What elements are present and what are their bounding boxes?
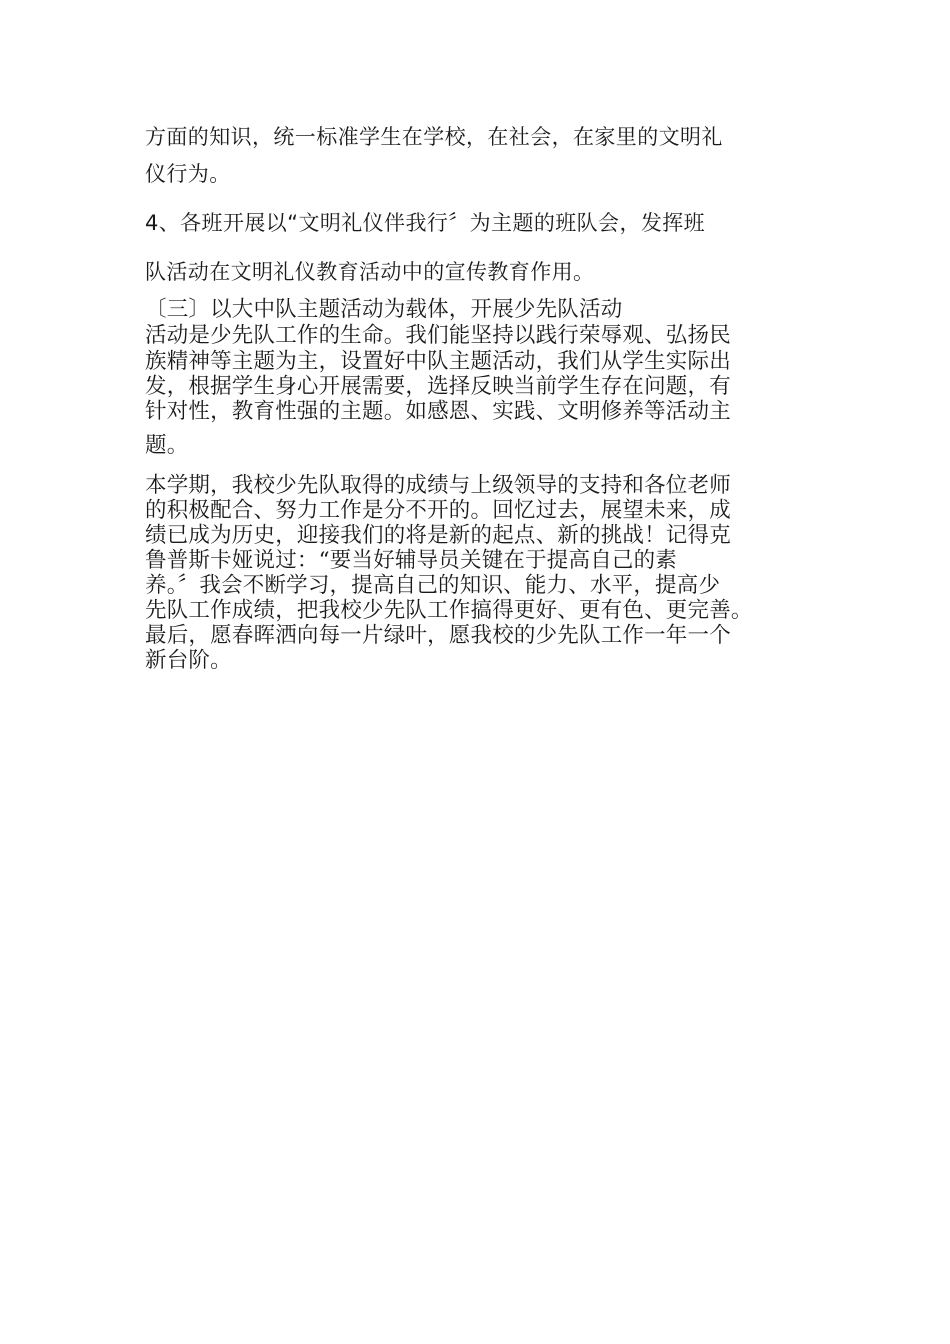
text-line: 题。 [145, 433, 189, 458]
text-line: 绩已成为历史，迎接我们的将是新的起点、新的挑战！记得克 [145, 523, 731, 548]
text-line: 针对性，教育性强的主题。如感恩、实践、文明修养等活动主 [145, 399, 731, 424]
text-line: 4、各班开展以“文明礼仪伴我行〞为主题的班队会，发挥班 [145, 211, 706, 235]
text-line: 仪行为。 [145, 162, 231, 186]
text-line: 养。〞我会不断学习，提高自己的知识、能力、水平，提高少 [145, 573, 721, 598]
text-line: 鲁普斯卡娅说过：“要当好辅导员关键在于提高自己的素 [145, 548, 677, 573]
text-line: 本学期，我校少先队取得的成绩与上级领导的支持和各位老师 [145, 473, 731, 498]
text-line: 方面的知识，统一标准学生在学校，在社会，在家里的文明礼 [145, 125, 723, 149]
text-line: 新台阶。 [145, 648, 232, 673]
text-line: 族精神等主题为主，设置好中队主题活动，我们从学生实际出 [145, 349, 731, 374]
text-line: 队活动在文明礼仪教育活动中的宣传教育作用。 [145, 260, 595, 284]
section-heading: 〔三〕以大中队主题活动为载体，开展少先队活动 [145, 297, 623, 322]
text-line: 发，根据学生身心开展需要，选择反映当前学生存在问题，有 [145, 374, 731, 399]
text-line: 的积极配合、努力工作是分不开的。回忆过去，展望未来，成 [145, 498, 731, 523]
text-line: 最后，愿春晖洒向每一片绿叶，愿我校的少先队工作一年一个 [145, 623, 731, 648]
text-line: 先队工作成绩，把我校少先队工作搞得更好、更有色、更完善。 [145, 598, 753, 623]
text-line: 活动是少先队工作的生命。我们能坚持以践行荣辱观、弘扬民 [145, 323, 731, 348]
